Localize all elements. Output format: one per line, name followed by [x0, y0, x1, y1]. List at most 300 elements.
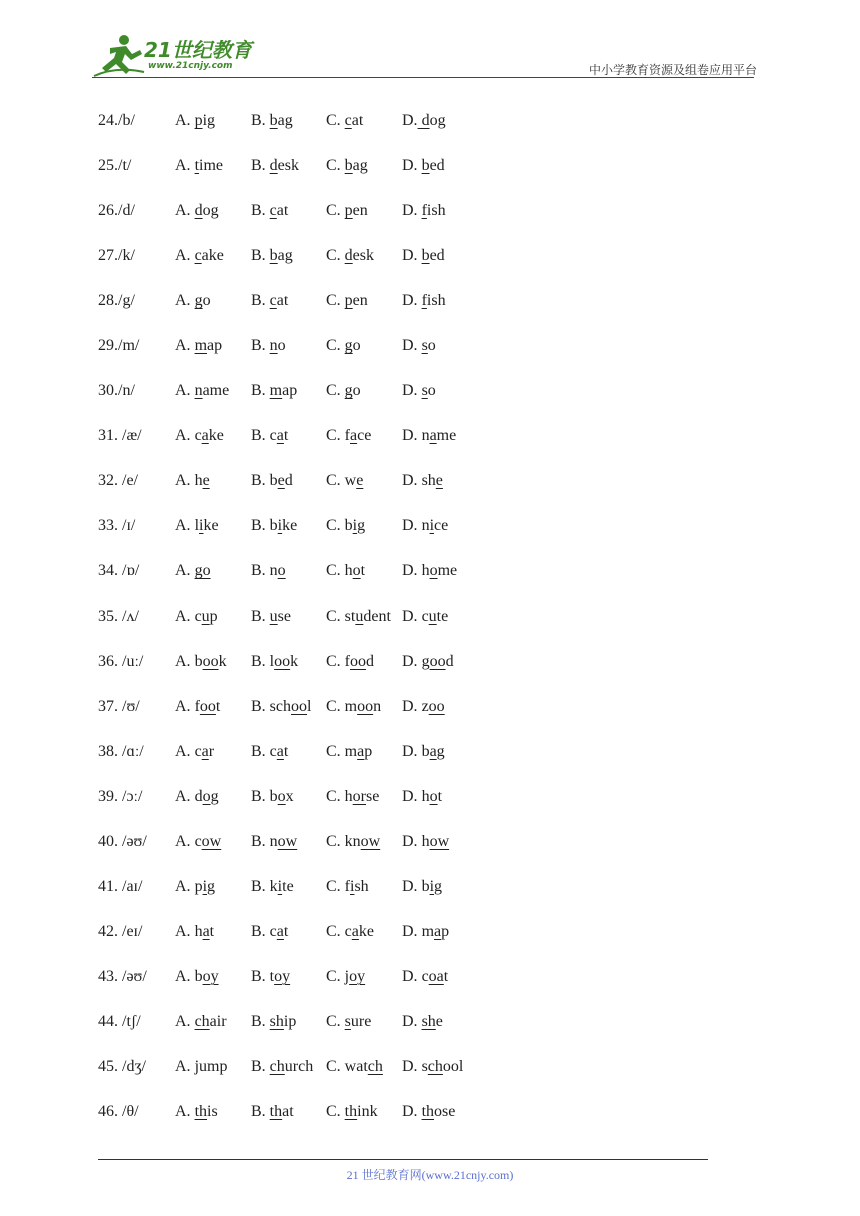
option-label: A. [175, 337, 195, 355]
option-u: oo [274, 652, 291, 670]
option-pre: f [344, 877, 350, 895]
option-c [326, 199, 368, 223]
question-number: 30./n/ [98, 382, 135, 400]
option-post: ap [282, 382, 298, 400]
option-u: a [201, 427, 209, 445]
runner-logo-icon [92, 32, 146, 78]
option-c [326, 334, 361, 358]
option-a [175, 469, 210, 493]
option-b [251, 199, 288, 223]
option-u: d [417, 112, 430, 129]
option-u: th [344, 1103, 358, 1121]
option-pre: j [344, 967, 350, 985]
option-d [402, 875, 442, 899]
question-row [98, 199, 758, 244]
option-c [326, 695, 381, 719]
option-u: a [202, 922, 210, 940]
option-label: A. [175, 472, 195, 490]
option-u: sh [269, 1012, 284, 1030]
option-post: g [434, 877, 443, 895]
question-number: 40. /əʊ/ [98, 832, 147, 850]
option-a [175, 875, 215, 899]
option-u: i [199, 517, 204, 535]
option-d [402, 469, 443, 493]
option-u: oa [428, 967, 444, 985]
option-label: B. [251, 1012, 270, 1030]
option-post: g [210, 787, 219, 805]
option-b [251, 154, 299, 178]
option-a [175, 379, 229, 403]
option-u: i [350, 877, 355, 895]
option-c [326, 920, 374, 944]
option-label: D. [402, 697, 422, 715]
option-post: t [360, 562, 366, 580]
option-post: t [283, 742, 289, 760]
option-b [251, 965, 290, 989]
option-label: C. [326, 202, 345, 220]
option-pre: sch [269, 697, 291, 715]
question-number: 42. /eɪ/ [98, 922, 143, 940]
option-pre: n [269, 832, 278, 850]
option-b [251, 289, 288, 313]
option-u: m [269, 382, 283, 400]
option-u: o [352, 562, 361, 580]
option-d [402, 154, 445, 178]
option-u: o [277, 562, 286, 580]
option-post: o [202, 292, 211, 310]
option-d [402, 920, 449, 944]
option-pre: sh [421, 472, 436, 490]
option-a [175, 605, 218, 629]
option-pre: b [269, 517, 278, 535]
option-u: b [421, 157, 430, 175]
option-b [251, 1010, 296, 1034]
option-label: B. [251, 922, 270, 940]
logo-url: www.21cnjy.com [148, 61, 233, 71]
option-pre: c [194, 832, 202, 850]
question-number: 35. /ʌ/ [98, 607, 139, 625]
option-u: ow [201, 832, 222, 850]
option-label: D. [402, 202, 422, 220]
option-u: or [352, 787, 366, 805]
option-post: ig [202, 112, 216, 129]
option-c [326, 830, 380, 854]
option-label: A. [175, 157, 195, 175]
option-a [175, 424, 224, 448]
page-header [0, 0, 860, 90]
option-b [251, 785, 294, 809]
option-label: D. [402, 247, 422, 265]
option-u: s [421, 337, 428, 355]
option-label: B. [251, 112, 270, 129]
option-post: air [209, 1012, 227, 1030]
option-pre: t [269, 967, 275, 985]
option-label: A. [175, 562, 195, 580]
option-label: D. [402, 1057, 422, 1075]
option-b [251, 514, 297, 538]
option-post: en [352, 202, 368, 220]
question-list [98, 109, 758, 1145]
option-label: A. [175, 877, 195, 895]
option-post: p [209, 607, 218, 625]
option-c [326, 785, 379, 809]
option-u: g [344, 382, 353, 400]
option-d [402, 199, 446, 223]
option-label: A. [175, 697, 195, 715]
option-pre: k [269, 877, 278, 895]
option-a [175, 1100, 218, 1124]
option-c [326, 469, 363, 493]
option-label: D. [402, 607, 422, 625]
option-u: a [434, 922, 442, 940]
option-b [251, 424, 288, 448]
option-post: t [437, 787, 443, 805]
option-pre: n [269, 562, 278, 580]
option-b [251, 875, 294, 899]
option-u: go [194, 562, 211, 580]
question-number: 45. /dʒ/ [98, 1057, 146, 1075]
option-u: a [351, 922, 359, 940]
option-u: e [356, 472, 364, 490]
question-number: 46. /θ/ [98, 1103, 139, 1121]
option-pre: m [344, 742, 358, 760]
question-row [98, 334, 758, 379]
option-label: C. [326, 112, 345, 129]
option-label: D. [402, 742, 422, 760]
option-d [402, 965, 448, 989]
option-post: te [282, 877, 294, 895]
option-u: oo [357, 697, 374, 715]
option-pre: h [194, 472, 203, 490]
option-label: A. [175, 1057, 195, 1075]
option-post: og [202, 202, 219, 220]
question-number: 33. /ɪ/ [98, 517, 136, 535]
option-d [402, 785, 442, 809]
option-post: ag [277, 112, 293, 129]
option-u: f [421, 202, 427, 220]
option-a [175, 154, 223, 178]
option-u: a [276, 742, 284, 760]
option-post: g [207, 877, 216, 895]
footer-divider [98, 1159, 708, 1160]
option-d [402, 740, 445, 764]
option-c [326, 740, 372, 764]
option-post: ish [426, 202, 446, 220]
option-u: a [350, 427, 358, 445]
option-u: n [269, 337, 278, 355]
option-pre: w [344, 472, 357, 490]
option-label: D. [402, 427, 422, 445]
option-a [175, 244, 224, 268]
option-label: B. [251, 607, 270, 625]
option-post: ag [352, 157, 368, 175]
option-b [251, 109, 293, 133]
option-post: me [437, 562, 458, 580]
option-label: C. [326, 787, 345, 805]
option-post: t [283, 427, 289, 445]
option-pre: d [194, 787, 203, 805]
option-b [251, 469, 293, 493]
option-u: a [276, 427, 284, 445]
option-post: ce [357, 427, 372, 445]
option-u: a [357, 742, 365, 760]
option-c [326, 514, 365, 538]
option-a [175, 559, 211, 583]
option-u: i [352, 517, 358, 535]
option-d [402, 109, 446, 133]
option-pre: h [344, 787, 353, 805]
option-u: e [202, 472, 210, 490]
question-row [98, 109, 758, 154]
option-label: D. [402, 967, 422, 985]
question-row [98, 1010, 758, 1055]
option-label: C. [326, 832, 345, 850]
option-pre: c [269, 427, 277, 445]
option-label: A. [175, 967, 195, 985]
option-b [251, 244, 293, 268]
option-u: o [202, 787, 211, 805]
option-post: te [436, 607, 449, 625]
option-label: C. [326, 292, 345, 310]
question-row [98, 605, 758, 650]
option-c [326, 559, 365, 583]
option-post: ke [358, 922, 374, 940]
option-label: C. [326, 247, 345, 265]
option-post: ke [208, 427, 224, 445]
option-u: o [277, 787, 286, 805]
option-label: A. [175, 427, 195, 445]
option-post: o [427, 382, 436, 400]
option-u: oo [199, 697, 216, 715]
option-post: o [277, 337, 286, 355]
option-label: C. [326, 472, 345, 490]
question-number: 38. /ɑː/ [98, 742, 144, 760]
option-post: sh [354, 877, 369, 895]
option-pre: kn [344, 832, 361, 850]
option-pre: c [421, 607, 429, 625]
footer-text[interactable]: 21 世纪教育网(www.21cnjy.com) [346, 1168, 514, 1182]
option-label: B. [251, 337, 270, 355]
option-a [175, 1010, 227, 1034]
option-u: oo [291, 697, 307, 715]
option-u: i [429, 877, 435, 895]
option-u: u [428, 607, 437, 625]
option-pre: h [194, 922, 203, 940]
question-row [98, 830, 758, 875]
option-u: i [277, 877, 283, 895]
option-post: se [366, 787, 380, 805]
option-u: a [201, 742, 209, 760]
option-u: ch [194, 1012, 210, 1030]
option-pre: b [194, 967, 203, 985]
option-post: p [364, 742, 373, 760]
option-u: d [194, 202, 203, 220]
option-d [402, 1100, 455, 1124]
option-label: A. [175, 382, 195, 400]
option-post: t [443, 967, 449, 985]
option-post: l [307, 697, 312, 715]
question-number: 43. /əʊ/ [98, 967, 147, 985]
question-row [98, 154, 758, 199]
option-post: urch [284, 1057, 314, 1075]
option-pre: b [269, 787, 278, 805]
option-post: ink [357, 1103, 378, 1121]
option-label: A. [175, 202, 195, 220]
option-label: C. [326, 517, 345, 535]
option-u: u [201, 607, 210, 625]
option-u: o [429, 562, 438, 580]
header-divider [92, 77, 754, 78]
option-d [402, 650, 454, 674]
option-a [175, 1055, 227, 1079]
option-post: ed [429, 157, 445, 175]
option-label: C. [326, 922, 345, 940]
option-post: n [373, 697, 382, 715]
option-post: ip [283, 1012, 297, 1030]
option-label: B. [251, 472, 270, 490]
logo-text: 21世纪教育 [144, 38, 252, 62]
option-a [175, 965, 219, 989]
option-label: B. [251, 382, 270, 400]
option-post: ame [202, 382, 230, 400]
option-u: oy [202, 967, 219, 985]
option-u: oo [429, 652, 446, 670]
option-u: d [344, 247, 353, 265]
option-post: o [427, 337, 436, 355]
question-row [98, 244, 758, 289]
question-number: 26./d/ [98, 202, 135, 220]
option-c [326, 1100, 378, 1124]
option-label: A. [175, 517, 195, 535]
question-row [98, 920, 758, 965]
question-row [98, 650, 758, 695]
option-post: se [277, 607, 291, 625]
option-post: ag [277, 247, 293, 265]
option-post: ure [350, 1012, 372, 1030]
question-number: 32. /e/ [98, 472, 138, 490]
option-label: B. [251, 427, 270, 445]
option-u: b [269, 112, 278, 129]
option-post: t [215, 697, 221, 715]
option-label: B. [251, 1057, 270, 1075]
option-post: x [285, 787, 294, 805]
option-post: ose [434, 1103, 456, 1121]
option-pre: f [194, 697, 200, 715]
option-pre: h [421, 562, 430, 580]
option-a [175, 695, 220, 719]
option-u: f [421, 292, 427, 310]
option-label: A. [175, 787, 195, 805]
question-row [98, 469, 758, 514]
option-u: e [435, 472, 443, 490]
option-label: C. [326, 652, 345, 670]
option-label: D. [402, 1012, 422, 1030]
question-row [98, 1100, 758, 1145]
header-tagline: 中小学教育资源及组卷应用平台 [588, 63, 757, 77]
option-post: at [276, 292, 289, 310]
option-b [251, 1100, 294, 1124]
question-number: 31. /æ/ [98, 427, 142, 445]
option-c [326, 965, 365, 989]
option-u: b [344, 157, 353, 175]
option-pre: c [421, 967, 429, 985]
option-d [402, 334, 436, 358]
option-u: p [194, 112, 203, 129]
option-pre: c [194, 742, 202, 760]
option-b [251, 334, 286, 358]
option-post: g [436, 742, 445, 760]
option-post: k [290, 652, 299, 670]
option-pre: h [344, 562, 353, 580]
option-c [326, 154, 368, 178]
option-post: ke [203, 517, 219, 535]
option-c [326, 1010, 371, 1034]
question-number: 39. /ɔː/ [98, 787, 143, 805]
option-post: e [435, 1012, 443, 1030]
option-post: ap [207, 337, 223, 355]
option-label: C. [326, 382, 345, 400]
option-label: A. [175, 292, 195, 310]
option-u: e [277, 472, 285, 490]
option-d [402, 424, 456, 448]
option-label: C. [326, 1012, 345, 1030]
option-u: a [429, 427, 437, 445]
option-label: C. [326, 337, 345, 355]
option-post: ake [201, 247, 224, 265]
option-label: C. [326, 877, 345, 895]
option-label: B. [251, 517, 270, 535]
option-u: m [194, 337, 208, 355]
option-post: o [352, 382, 361, 400]
question-row [98, 965, 758, 1010]
option-u: i [429, 517, 435, 535]
option-u: ch [427, 1057, 443, 1075]
option-label: C. [326, 157, 345, 175]
option-label: A. [175, 922, 195, 940]
option-label: D. [402, 517, 422, 535]
option-label: B. [251, 202, 270, 220]
option-u: s [344, 1012, 351, 1030]
option-pre: f [344, 652, 350, 670]
question-row [98, 289, 758, 334]
question-number: 36. /uː/ [98, 652, 144, 670]
question-row [98, 559, 758, 604]
option-post: d [366, 652, 374, 670]
question-row [98, 1055, 758, 1100]
option-post: en [352, 292, 368, 310]
option-label: D. [402, 382, 422, 400]
option-u: s [421, 382, 428, 400]
option-d [402, 1010, 443, 1034]
option-u: c [344, 112, 352, 129]
option-u: t [194, 157, 200, 175]
option-pre: n [421, 517, 430, 535]
option-pre: h [421, 787, 430, 805]
option-d [402, 1055, 463, 1079]
option-post: jump [194, 1057, 228, 1075]
site-logo[interactable] [92, 32, 262, 78]
question-number: 44. /tʃ/ [98, 1012, 141, 1030]
option-d [402, 244, 445, 268]
option-u: th [421, 1103, 435, 1121]
option-post: o [352, 337, 361, 355]
option-d [402, 289, 446, 313]
option-b [251, 695, 311, 719]
option-b [251, 379, 297, 403]
question-row [98, 695, 758, 740]
option-label: A. [175, 112, 195, 129]
option-u: ow [429, 832, 450, 850]
